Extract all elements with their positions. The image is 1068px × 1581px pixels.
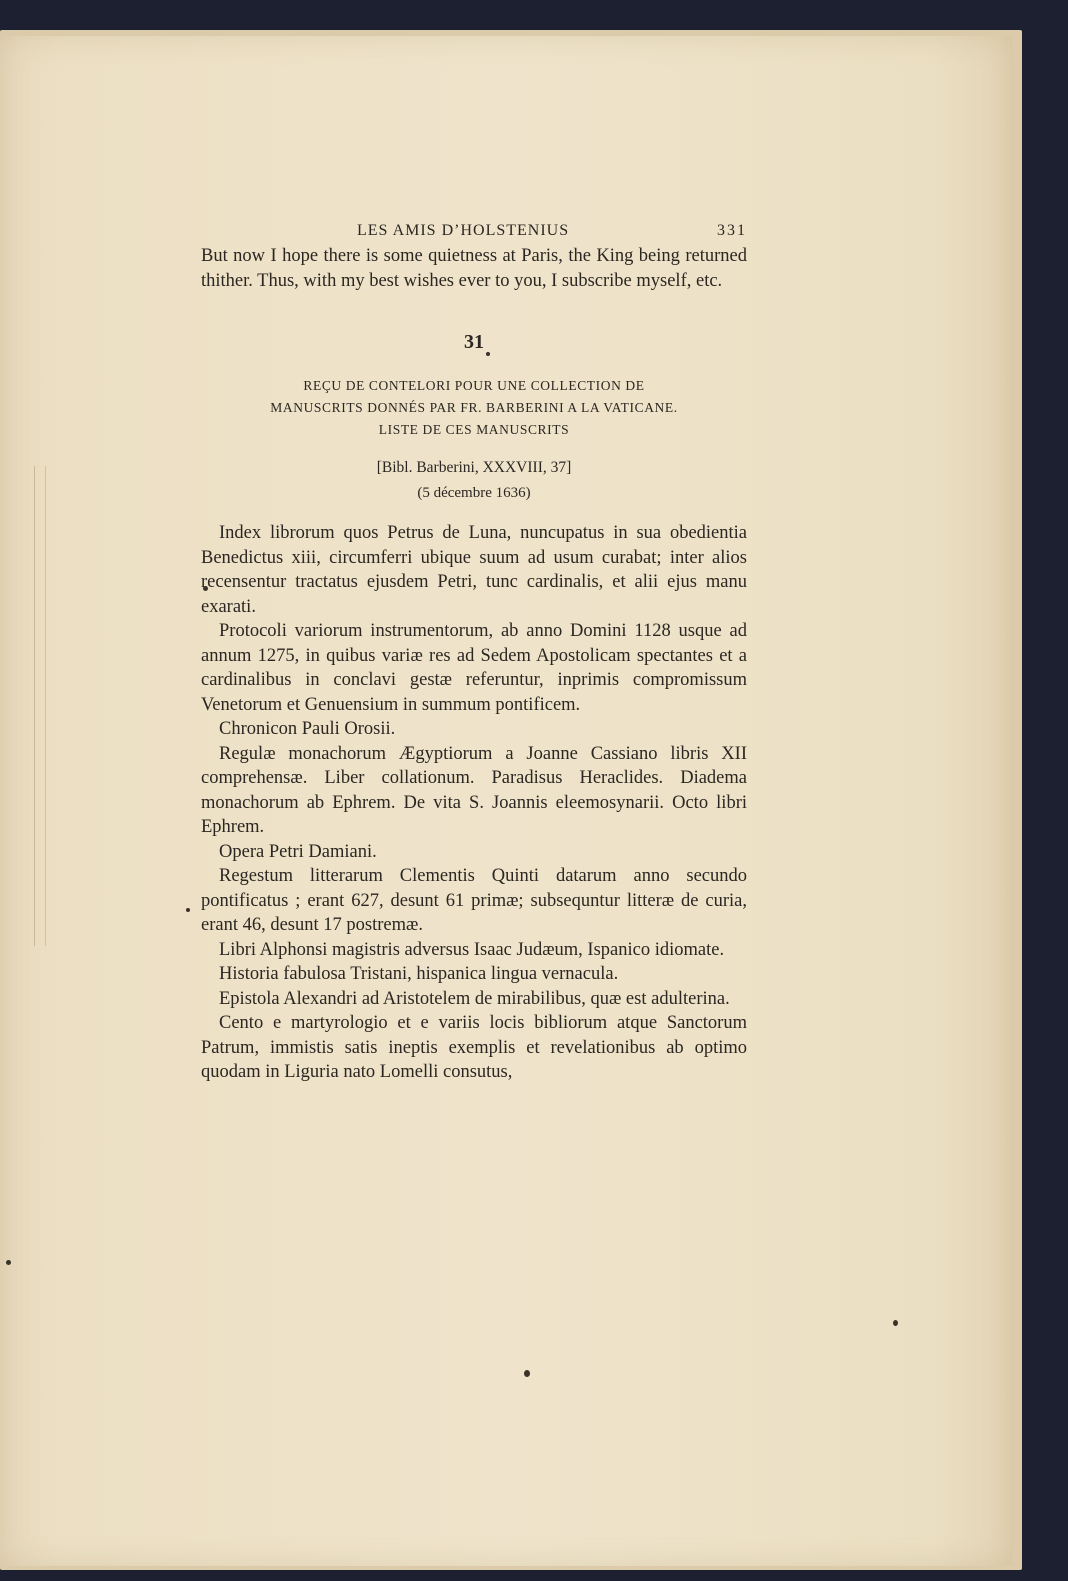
document-source: [Bibl. Barberini, XXXVIII, 37] — [376, 459, 572, 476]
ink-speck — [186, 908, 190, 912]
document-date: (5 décembre 1636) — [417, 485, 531, 501]
text-block — [201, 218, 747, 1085]
list-item: Regulæ monachorum Ægyptiorum a Joanne Cassiano libris XII comprehensæ. Liber collationum. Paradisus Heraclides. Diadema monachorum ab Ephrem. De vita S. Joannis eleemosynarii. Octo libri Ephrem. — [201, 743, 747, 837]
heading-line: LISTE DE CES MANUSCRITS — [378, 422, 570, 437]
list-item: Regestum litterarum Clementis Quinti datarum anno secundo pontificatus ; erant 627, desunt 61 primæ; subsequntur litteræ de curia, erant 46, desunt 17 postremæ. — [201, 866, 747, 935]
list-item: Index librorum quos Petrus de Luna, nuncupatus in sua obedientia Benedictus xiii, circumferri ubique suum ad usum curabat; inter alios recensentur tractatus ejusdem Petri, tunc cardinalis, et alii ejus manu exarati. — [201, 523, 747, 617]
manuscript-list — [201, 521, 747, 1085]
list-item: Libri Alphonsi magistris adversus Isaac Judæum, Ispanico idiomate. — [219, 939, 725, 960]
page-number: 331 — [717, 222, 747, 239]
ink-speck — [6, 1260, 11, 1265]
document-number: 31 — [464, 331, 484, 353]
list-item: Chronicon Pauli Orosii. — [219, 719, 396, 739]
running-title: LES AMIS D’HOLSTENIUS — [357, 222, 570, 239]
continuation-paragraph: But now I hope there is some quietness at Paris, the King being returned thither. Thus, with my best wishes ever to you, I subscribe myself, etc. — [201, 246, 747, 291]
list-item: Cento e martyrologio et e variis locis bibliorum atque Sanctorum Patrum, immistis satis ineptis exemplis et revelationibus ab optimo quodam in Liguria nato Lomelli consutus, — [201, 1013, 747, 1082]
list-item: Historia fabulosa Tristani, hispanica lingua vernacula. — [219, 964, 619, 984]
list-item: Opera Petri Damiani. — [219, 841, 377, 862]
list-item: Protocoli variorum instrumentorum, ab anno Domini 1128 usque ad annum 1275, in quibus variæ res ad Sedem Apostolicam spectantes et a cardinalibus in conclavi gestæ referuntur, inprimis compromissum Venetorum et Genuensium in summum pontificem. — [201, 621, 747, 715]
document-heading — [201, 375, 747, 441]
heading-line: MANUSCRITS DONNÉS PAR FR. BARBERINI A LA VATICANE. — [270, 400, 678, 415]
ink-speck — [524, 1370, 530, 1377]
page-fold-mark — [34, 466, 46, 946]
heading-line: REÇU DE CONTELORI POUR UNE COLLECTION DE — [303, 378, 645, 393]
running-head — [201, 218, 747, 244]
list-item: Epistola Alexandri ad Aristotelem de mirabilibus, quæ est adulterina. — [219, 988, 730, 1009]
ink-speck — [893, 1320, 898, 1326]
